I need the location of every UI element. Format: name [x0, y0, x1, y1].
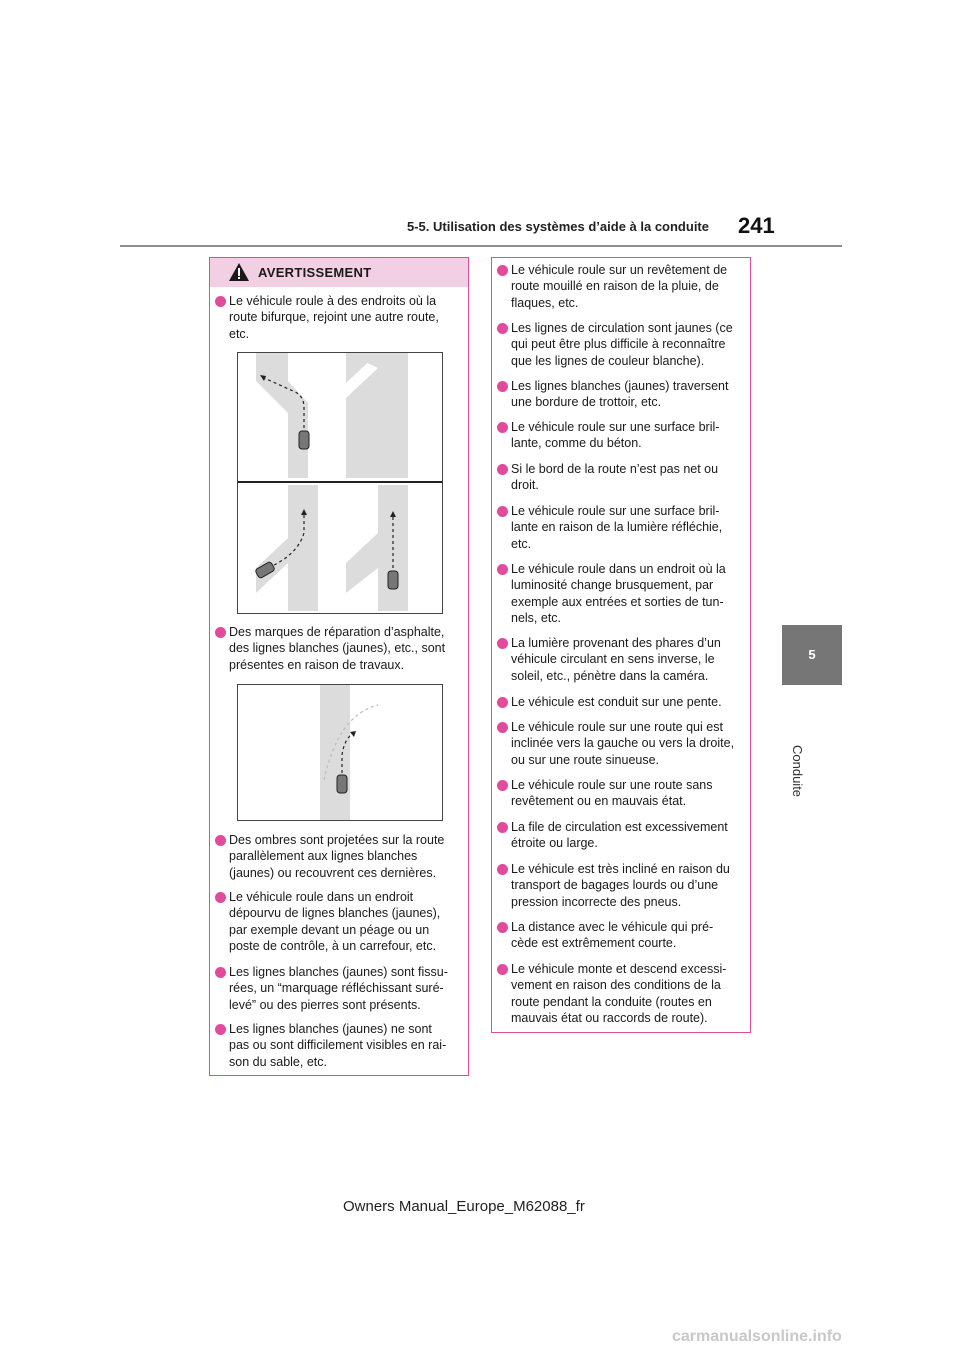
bullet-dot: [215, 296, 226, 307]
warning-title: AVERTISSEMENT: [258, 265, 372, 280]
list-item-text: La file de circulation est excessivement étroite ou large.: [511, 820, 728, 851]
warning-box-right: [491, 257, 751, 1033]
list-item-text: Le véhicule roule à des endroits où la route bifurque, rejoint une autre route, etc.: [229, 294, 439, 341]
list-item-text: La distance avec le véhicule qui pré-cède est extrêmement courte.: [511, 920, 714, 951]
section-header-title: 5-5. Utilisation des systèmes d’aide à la conduite: [407, 219, 709, 234]
bullet-dot: [497, 323, 508, 334]
list-item-text: Le véhicule monte et descend excessi-vement en raison des conditions de la route pendant la conduite (routes en mauvais état ou raccords de route).: [511, 962, 727, 1026]
list-item-text: Le véhicule est conduit sur une pente.: [511, 695, 722, 709]
bullet-dot: [497, 422, 508, 433]
chapter-tab[interactable]: 5: [782, 625, 842, 685]
repair-marks-illustration: [238, 685, 442, 820]
list-item-text: Les lignes blanches (jaunes) ne sont pas ou sont difficilement visibles en rai-son du sable, etc.: [229, 1022, 447, 1069]
list-item-text: Le véhicule roule sur une route sans revêtement ou en mauvais état.: [511, 778, 713, 809]
bullet-dot: [497, 638, 508, 649]
list-item-text: Le véhicule roule sur une surface bril-lante en raison de la lumière réfléchie, etc.: [511, 504, 723, 551]
bullet-dot: [497, 464, 508, 475]
list-item-text: Le véhicule est très incliné en raison du transport de bagages lourds ou d’une pression incorrecte des pneus.: [511, 862, 730, 909]
list-item-text: Les lignes de circulation sont jaunes (ce qui peut être plus difficile à reconnaître que les lignes de couleur blanche).: [511, 321, 733, 368]
header-rule: [120, 245, 842, 247]
list-item-text: Des marques de réparation d’asphalte, des lignes blanches (jaunes), etc., sont présentes en raison de travaux.: [229, 625, 446, 672]
figure-repair-marks: [237, 684, 443, 821]
bullet-dot: [497, 506, 508, 517]
list-item-text: Le véhicule roule dans un endroit où la luminosité change brusquement, par exemple aux entrées et sorties de tun-nels, etc.: [511, 562, 726, 626]
bullet-dot: [497, 864, 508, 875]
figure-road-forks: [237, 352, 443, 614]
bullet-dot: [497, 697, 508, 708]
warning-triangle-icon: [228, 262, 250, 282]
list-item-text: Des ombres sont projetées sur la route parallèlement aux lignes blanches (jaunes) ou recouvrent ces dernières.: [229, 833, 445, 880]
bullet-dot: [497, 964, 508, 975]
bullet-dot: [497, 922, 508, 933]
bullet-dot: [215, 892, 226, 903]
footer-manual-name: Owners Manual_Europe_M62088_fr: [343, 1198, 585, 1215]
bullet-dot: [497, 381, 508, 392]
warning-box-left: [209, 257, 469, 1076]
bullet-dot: [497, 564, 508, 575]
bullet-dot: [215, 835, 226, 846]
list-item-text: Les lignes blanches (jaunes) sont fissu-rées, un “marquage réfléchissant suré-levé” ou des pierres sont présents.: [229, 965, 448, 1012]
chapter-label: Conduite: [790, 745, 805, 798]
bullet-dot: [215, 967, 226, 978]
road-forks-illustration: [238, 353, 442, 613]
list-item-text: Le véhicule roule sur un revêtement de route mouillé en raison de la pluie, de flaques, etc.: [511, 263, 728, 310]
bullet-dot: [497, 722, 508, 733]
list-item-text: Le véhicule roule sur une surface bril-lante, comme du béton.: [511, 420, 720, 451]
page-number: 241: [738, 213, 775, 238]
list-item-text: Si le bord de la route n’est pas net ou droit.: [511, 462, 719, 493]
bullet-dot: [497, 265, 508, 276]
bullet-dot: [497, 780, 508, 791]
bullet-dot: [215, 627, 226, 638]
bullet-dot: [497, 822, 508, 833]
list-item-text: Le véhicule roule sur une route qui est inclinée vers la gauche ou vers la droite, ou sur une route sinueuse.: [511, 720, 735, 767]
list-item-text: Les lignes blanches (jaunes) traversent une bordure de trottoir, etc.: [511, 379, 729, 410]
list-item-text: La lumière provenant des phares d’un véhicule circulant en sens inverse, le soleil, etc., pénètre dans la caméra.: [511, 636, 721, 683]
warning-header: [210, 258, 468, 287]
list-item-text: Le véhicule roule dans un endroit dépourvu de lignes blanches (jaunes), par exemple devant un péage ou un poste de contrôle, à un carrefour, etc.: [229, 890, 441, 954]
watermark: carmanualsonline.info: [672, 1328, 842, 1345]
bullet-dot: [215, 1024, 226, 1035]
